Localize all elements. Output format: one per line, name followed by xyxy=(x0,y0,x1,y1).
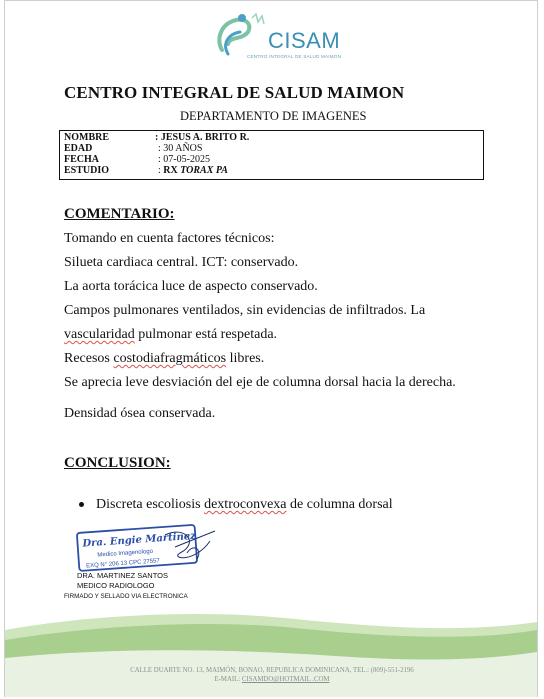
comment-line-2: Silueta cardiaca central. ICT: conservado. xyxy=(64,255,299,270)
logo-mark-icon xyxy=(212,10,272,58)
footer-email-label: E-MAIL: xyxy=(214,676,242,683)
age-label: EDAD xyxy=(64,143,93,154)
doctor-stamp xyxy=(75,523,225,573)
comment-line-6-end: libres. xyxy=(226,351,265,366)
date-value: : 07-05-2025 xyxy=(158,154,210,165)
conclusion-item-end: de columna dorsal xyxy=(286,497,393,512)
comment-line-5-rest: pulmonar está respetada. xyxy=(134,327,278,342)
spellcheck-word: vascularidad xyxy=(64,327,135,342)
spellcheck-word: dextroconvexa xyxy=(204,497,287,512)
comment-line-5 xyxy=(64,327,277,343)
comment-line-7: Se aprecia leve desviación del eje de columna dorsal hacia la derecha. xyxy=(64,375,456,390)
patient-age-row xyxy=(60,143,483,154)
doctor-title: MEDICO RADIOLOGO xyxy=(77,581,155,590)
patient-info-box xyxy=(59,130,484,180)
age-value: : 30 AÑOS xyxy=(158,143,203,154)
comment-heading: COMENTARIO: xyxy=(64,206,175,222)
cisam-logo xyxy=(212,10,342,58)
footer-address: CALLE DUARTE NO. 13, MAIMÓN, BONAO, REPUBLICA DOMINICANA, TEL.: (809)-551-2196 xyxy=(130,667,414,674)
department-title: DEPARTAMENTO DE IMAGENES xyxy=(180,109,367,123)
comment-line-8: Densidad ósea conservada. xyxy=(64,406,216,421)
patient-name-row xyxy=(60,132,483,143)
center-title: CENTRO INTEGRAL DE SALUD MAIMON xyxy=(64,83,405,102)
spellcheck-word: costodiafragmáticos xyxy=(113,351,227,366)
conclusion-item-start: Discreta escoliosis xyxy=(96,497,205,512)
name-label: NOMBRE xyxy=(64,132,109,143)
comment-line-4: Campos pulmonares ventilados, sin evidencias de infiltrados. La xyxy=(64,303,426,318)
stamp-title: Medico Imagenologo xyxy=(97,548,154,559)
conclusion-item xyxy=(96,497,393,513)
name-text: : JESUS A. BRITO R. xyxy=(155,132,250,143)
patient-study-row xyxy=(60,165,483,176)
study-value xyxy=(158,165,228,176)
logo-subtitle: CENTRO INTEGRAL DE SALUD MAIMON xyxy=(247,54,342,59)
study-name: TORAX PA xyxy=(180,165,228,176)
comment-line-6-start: Recesos xyxy=(64,351,114,366)
footer-email[interactable]: CISAMDO@HOTMAIL .COM xyxy=(241,676,330,683)
patient-date-row xyxy=(60,154,483,165)
stamp-exq: EXQ N° 206 13 CPC 27557 xyxy=(85,558,160,570)
date-label: FECHA xyxy=(64,154,99,165)
study-prefix: : xyxy=(158,165,164,176)
signature-note: FIRMADO Y SELLADO VIA ELECTRONICA xyxy=(64,593,188,600)
comment-line-1: Tomando en cuenta factores técnicos: xyxy=(64,231,275,246)
logo-wordmark: CISAM xyxy=(268,28,341,53)
bullet-icon xyxy=(79,502,84,507)
stamp-name: Dra. Engie Martinez xyxy=(82,530,197,550)
study-rx: RX xyxy=(163,165,181,176)
doctor-signature-block xyxy=(77,571,168,591)
doctor-name: DRA. MARTINEZ SANTOS xyxy=(77,571,168,580)
footer-email-line xyxy=(0,676,544,683)
name-value xyxy=(155,132,249,143)
conclusion-heading: CONCLUSION: xyxy=(64,455,171,471)
comment-line-6 xyxy=(64,351,264,367)
comment-line-3: La aorta torácica luce de aspecto conservado. xyxy=(64,279,318,294)
study-label: ESTUDIO xyxy=(64,165,110,176)
